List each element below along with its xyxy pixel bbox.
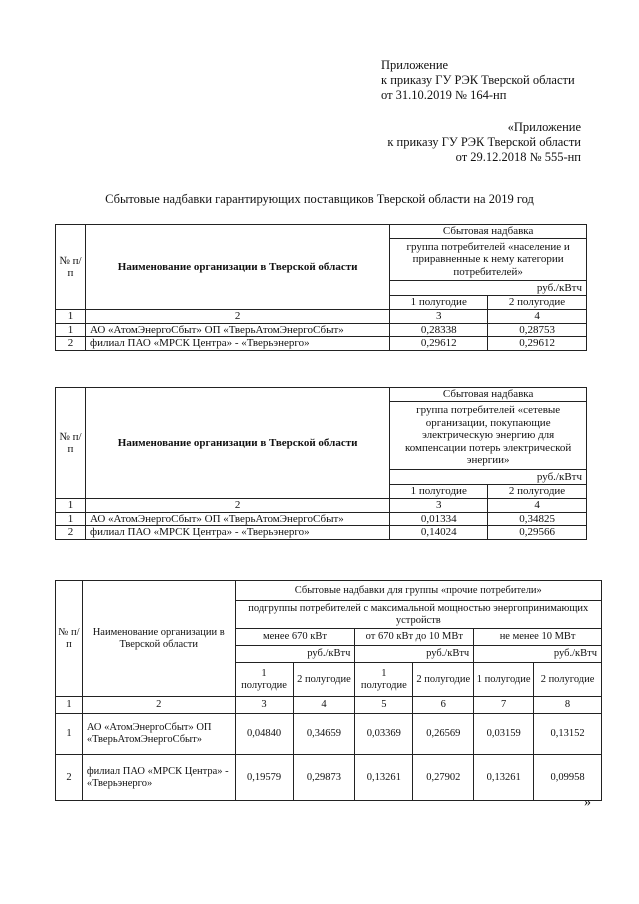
unit-header: руб./кВтч <box>355 646 474 663</box>
unit-header: руб./кВтч <box>235 646 355 663</box>
index-cell: 1 <box>56 499 86 513</box>
half2-header: 2 полугодие <box>488 296 587 310</box>
document-title: Сбытовые надбавки гарантирующих поставщиков Тверской области на 2019 год <box>105 192 534 206</box>
index-cell: 4 <box>488 310 587 324</box>
table-row <box>56 714 602 755</box>
half2-header: 2 полугодие <box>488 485 587 499</box>
closing-quote: » <box>584 795 591 810</box>
index-cell: 3 <box>390 310 488 324</box>
original-order-header <box>387 120 581 165</box>
col-number-header: № п/п <box>56 225 86 310</box>
unit-header: руб./кВтч <box>390 470 587 485</box>
value-cell: 0,09958 <box>534 755 602 801</box>
range-header: от 670 кВт до 10 МВт <box>355 629 474 646</box>
row-number: 1 <box>56 323 86 337</box>
value-cell: 0,03369 <box>355 714 413 755</box>
header-line: от 29.12.2018 № 555-нп <box>455 150 581 164</box>
value-cell: 0,27902 <box>413 755 474 801</box>
markup-table-population <box>55 224 587 351</box>
markup-header: Сбытовая надбавка <box>390 388 587 402</box>
header-line: Приложение <box>381 58 449 72</box>
value-cell: 0,28338 <box>390 323 488 337</box>
row-number: 2 <box>56 337 86 351</box>
table-row <box>56 323 587 337</box>
row-number: 2 <box>56 526 86 540</box>
subgroup-header: подгруппы потребителей с максимальной мощностью энергопринимающих устройств <box>235 601 601 629</box>
value-cell: 0,29566 <box>488 526 587 540</box>
index-cell: 7 <box>474 697 534 714</box>
org-name: АО «АтомЭнергоСбыт» ОП «ТверьАтомЭнергоСбыт» <box>82 714 235 755</box>
markup-header: Сбытовая надбавка <box>390 225 587 239</box>
group-header: группа потребителей «население и приравненные к нему категории потребителей» <box>390 239 587 281</box>
row-number: 1 <box>56 714 83 755</box>
index-cell: 2 <box>82 697 235 714</box>
index-cell: 3 <box>390 499 488 513</box>
table-row <box>56 512 587 526</box>
markup-table-other-consumers <box>55 580 602 801</box>
index-cell: 2 <box>85 310 389 324</box>
row-number: 2 <box>56 755 83 801</box>
index-cell: 3 <box>235 697 293 714</box>
header-line: к приказу ГУ РЭК Тверской области <box>387 135 581 149</box>
index-cell: 1 <box>56 310 86 324</box>
half1-header: 1 полугодие <box>474 663 534 697</box>
value-cell: 0,13261 <box>355 755 413 801</box>
index-cell: 4 <box>488 499 587 513</box>
header-line: к приказу ГУ РЭК Тверской области <box>381 73 575 87</box>
half1-header: 1 полугодие <box>355 663 413 697</box>
value-cell: 0,03159 <box>474 714 534 755</box>
col-number-header: № п/п <box>56 581 83 697</box>
unit-header: руб./кВтч <box>474 646 602 663</box>
value-cell: 0,29612 <box>488 337 587 351</box>
org-name: филиал ПАО «МРСК Центра» - «Тверьэнерго» <box>82 755 235 801</box>
value-cell: 0,26569 <box>413 714 474 755</box>
value-cell: 0,14024 <box>390 526 488 540</box>
value-cell: 0,19579 <box>235 755 293 801</box>
table-row <box>56 526 587 540</box>
org-name: филиал ПАО «МРСК Центра» - «Тверьэнерго» <box>85 526 389 540</box>
index-cell: 1 <box>56 697 83 714</box>
value-cell: 0,13261 <box>474 755 534 801</box>
unit-header: руб./кВтч <box>390 281 587 296</box>
index-cell: 5 <box>355 697 413 714</box>
index-cell: 4 <box>293 697 355 714</box>
col-name-header: Наименование организации в Тверской области <box>85 225 389 310</box>
table-row <box>56 755 602 801</box>
range-header: не менее 10 МВт <box>474 629 602 646</box>
markup-header: Сбытовые надбавки для группы «прочие потребители» <box>235 581 601 601</box>
value-cell: 0,01334 <box>390 512 488 526</box>
org-name: АО «АтомЭнергоСбыт» ОП «ТверьАтомЭнергоСбыт» <box>85 512 389 526</box>
value-cell: 0,29612 <box>390 337 488 351</box>
header-line: от 31.10.2019 № 164-нп <box>381 88 507 102</box>
value-cell: 0,13152 <box>534 714 602 755</box>
col-name-header: Наименование организации в Тверской области <box>82 581 235 697</box>
org-name: филиал ПАО «МРСК Центра» - «Тверьэнерго» <box>85 337 389 351</box>
half1-header: 1 полугодие <box>235 663 293 697</box>
org-name: АО «АтомЭнергоСбыт» ОП «ТверьАтомЭнергоСбыт» <box>85 323 389 337</box>
header-line: «Приложение <box>507 120 581 134</box>
range-header: менее 670 кВт <box>235 629 355 646</box>
value-cell: 0,29873 <box>293 755 355 801</box>
index-cell: 8 <box>534 697 602 714</box>
half2-header: 2 полугодие <box>413 663 474 697</box>
index-cell: 2 <box>85 499 389 513</box>
table-row <box>56 337 587 351</box>
row-number: 1 <box>56 512 86 526</box>
value-cell: 0,34825 <box>488 512 587 526</box>
half2-header: 2 полугодие <box>293 663 355 697</box>
value-cell: 0,28753 <box>488 323 587 337</box>
half1-header: 1 полугодие <box>390 485 488 499</box>
col-name-header: Наименование организации в Тверской области <box>85 388 389 499</box>
order-header <box>381 58 581 103</box>
half2-header: 2 полугодие <box>534 663 602 697</box>
half1-header: 1 полугодие <box>390 296 488 310</box>
index-cell: 6 <box>413 697 474 714</box>
group-header: группа потребителей «сетевые организации, покупающие электрическую энергию для компенсации потерь электрической энергии» <box>390 402 587 470</box>
value-cell: 0,04840 <box>235 714 293 755</box>
markup-table-grid-losses <box>55 387 587 540</box>
col-number-header: № п/п <box>56 388 86 499</box>
value-cell: 0,34659 <box>293 714 355 755</box>
